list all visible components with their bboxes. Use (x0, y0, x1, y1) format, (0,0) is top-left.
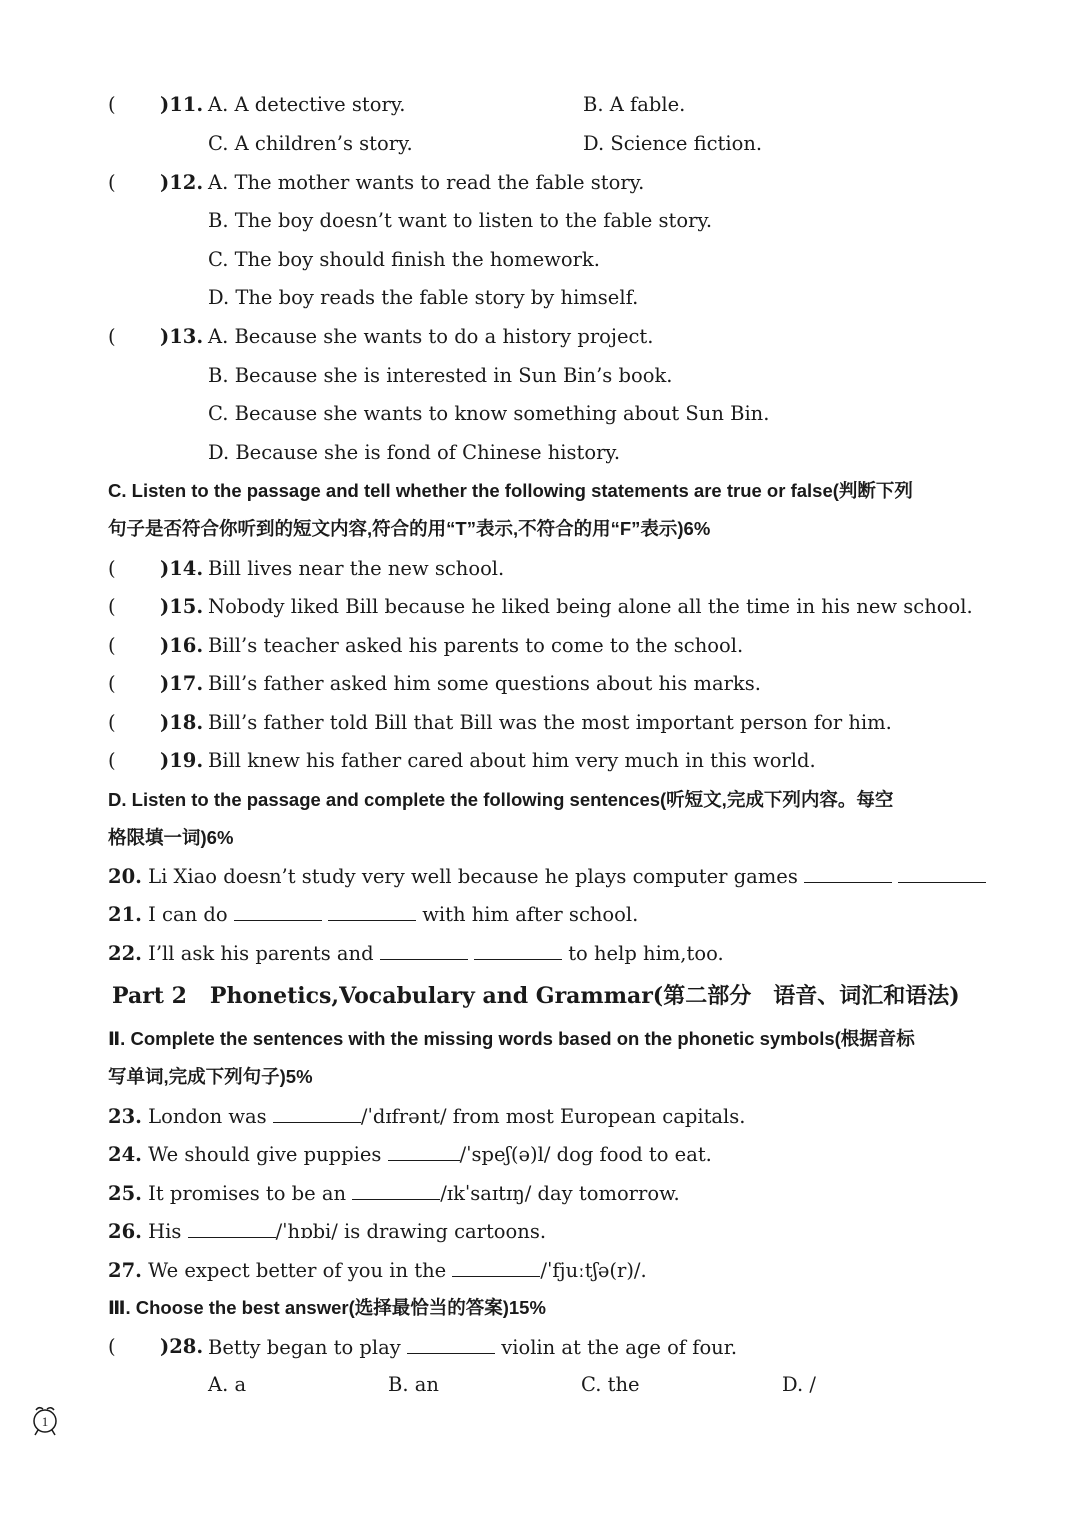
question-text: I can do (148, 903, 228, 926)
part-2-heading (112, 981, 960, 1011)
alarm-clock-icon (30, 1403, 60, 1439)
section-iii-heading: Ⅲ. Choose the best answer(选择最恰当的答案)15% (108, 1297, 546, 1318)
question-text: His (148, 1220, 182, 1243)
question-number: 26. (108, 1220, 142, 1243)
question-text: We should give puppies (148, 1143, 382, 1166)
option-b: B. The boy doesn’t want to listen to the fable story. (208, 209, 713, 232)
part-title: Part 2 (112, 983, 187, 1009)
answer-blank[interactable] (474, 939, 562, 960)
answer-paren: ( (108, 1335, 116, 1358)
option-a[interactable]: A. a (208, 1373, 247, 1396)
option-d: D. Science fiction. (583, 132, 763, 155)
statement-text: Nobody liked Bill because he liked being alone all the time in his new school. (208, 595, 973, 618)
question-21 (108, 900, 638, 929)
phonetic-text: /ɪkˈsaɪtɪŋ/ day tomorrow. (440, 1182, 680, 1205)
question-text: London was (148, 1105, 267, 1128)
statement-text: Bill’s father told Bill that Bill was the most important person for him. (208, 711, 892, 734)
option-c: C. The boy should finish the homework. (208, 248, 600, 271)
question-number: 24. (108, 1143, 142, 1166)
answer-blank[interactable] (380, 939, 468, 960)
answer-blank[interactable] (273, 1102, 361, 1123)
answer-blank[interactable] (328, 900, 416, 921)
option-c: C. Because she wants to know something about Sun Bin. (208, 402, 770, 425)
question-20 (108, 862, 986, 891)
question-text: We expect better of you in the (148, 1259, 447, 1282)
question-number: )15. (160, 595, 204, 618)
option-a: A. The mother wants to read the fable story. (208, 171, 645, 194)
question-25 (108, 1179, 680, 1208)
question-number: 27. (108, 1259, 142, 1282)
answer-paren: ( (108, 749, 116, 772)
statement-text: Bill’s father asked him some questions about his marks. (208, 672, 761, 695)
question-text: I’ll ask his parents and (148, 942, 374, 965)
option-c[interactable]: C. the (581, 1373, 640, 1396)
answer-blank[interactable] (898, 862, 986, 883)
answer-blank[interactable] (407, 1333, 495, 1354)
phonetic-text: /ˈfjuːtʃə(r)/. (540, 1259, 647, 1282)
question-27 (108, 1256, 647, 1285)
section-d-heading: D. Listen to the passage and complete the following sentences(听短文,完成下列内容。每空 (108, 789, 894, 810)
page-number-badge (30, 1403, 60, 1439)
question-24 (108, 1140, 712, 1169)
section-c-heading-cont: 句子是否符合你听到的短文内容,符合的用“T”表示,不符合的用“F”表示)6% (108, 518, 711, 539)
answer-paren: ( (108, 325, 116, 348)
section-c-heading: C. Listen to the passage and tell whether the following statements are true or false(判断下列 (108, 480, 913, 501)
section-d-heading-cont: 格限填一词)6% (108, 827, 234, 848)
option-a: A. A detective story. (208, 93, 406, 116)
question-number: )14. (160, 557, 204, 580)
answer-paren: ( (108, 672, 116, 695)
question-28-stem (208, 1333, 737, 1362)
option-b: B. A fable. (583, 93, 686, 116)
question-text-end: violin at the age of four. (501, 1336, 738, 1359)
answer-blank[interactable] (234, 900, 322, 921)
answer-blank[interactable] (804, 862, 892, 883)
answer-paren: ( (108, 595, 116, 618)
answer-blank[interactable] (388, 1140, 460, 1161)
phonetic-text: /ˈdɪfrənt/ from most European capitals. (360, 1105, 746, 1128)
question-number: )11. (160, 93, 204, 116)
statement-text: Bill’s teacher asked his parents to come to the school. (208, 634, 744, 657)
question-text: Li Xiao doesn’t study very well because he plays computer games (148, 865, 798, 888)
option-b: B. Because she is interested in Sun Bin’s book. (208, 364, 673, 387)
phonetic-text: /ˈspeʃ(ə)l/ dog food to eat. (459, 1143, 712, 1166)
answer-blank[interactable] (352, 1179, 440, 1200)
question-23 (108, 1102, 745, 1131)
phonetic-text: /ˈhɒbi/ is drawing cartoons. (275, 1220, 547, 1243)
question-number: )19. (160, 749, 204, 772)
option-d[interactable]: D. / (782, 1373, 816, 1396)
answer-blank[interactable] (452, 1256, 540, 1277)
answer-paren: ( (108, 711, 116, 734)
part-subtitle: Phonetics,Vocabulary and Grammar(第二部分 语音、词汇和语法) (209, 983, 960, 1009)
question-text-end: with him after school. (422, 903, 639, 926)
question-number: 25. (108, 1182, 142, 1205)
section-ii-heading-cont: 写单词,完成下列句子)5% (108, 1066, 313, 1087)
question-number: )18. (160, 711, 204, 734)
answer-blank[interactable] (188, 1217, 276, 1238)
option-a: A. Because she wants to do a history project. (208, 325, 654, 348)
question-22 (108, 939, 724, 968)
statement-text: Bill knew his father cared about him very much in this world. (208, 749, 816, 772)
question-text: It promises to be an (148, 1182, 347, 1205)
question-number: )17. (160, 672, 204, 695)
answer-paren: ( (108, 171, 116, 194)
question-number: )28. (160, 1335, 204, 1358)
question-26 (108, 1217, 546, 1246)
answer-paren: ( (108, 557, 116, 580)
statement-text: Bill lives near the new school. (208, 557, 505, 580)
question-number: )12. (160, 171, 204, 194)
option-d: D. Because she is fond of Chinese history. (208, 441, 621, 464)
question-number: )16. (160, 634, 204, 657)
question-number: 23. (108, 1105, 142, 1128)
answer-paren: ( (108, 634, 116, 657)
question-text-end: to help him,too. (568, 942, 724, 965)
answer-paren: ( (108, 93, 116, 116)
option-c: C. A children’s story. (208, 132, 413, 155)
question-number: 22. (108, 942, 142, 965)
option-d: D. The boy reads the fable story by himself. (208, 286, 639, 309)
question-number: 21. (108, 903, 142, 926)
option-b[interactable]: B. an (388, 1373, 439, 1396)
question-number: 20. (108, 865, 142, 888)
question-number: )13. (160, 325, 204, 348)
section-ii-heading: Ⅱ. Complete the sentences with the missing words based on the phonetic symbols(根据音标 (108, 1028, 915, 1049)
page-number: 1 (41, 1414, 49, 1429)
question-text: Betty began to play (208, 1336, 401, 1359)
